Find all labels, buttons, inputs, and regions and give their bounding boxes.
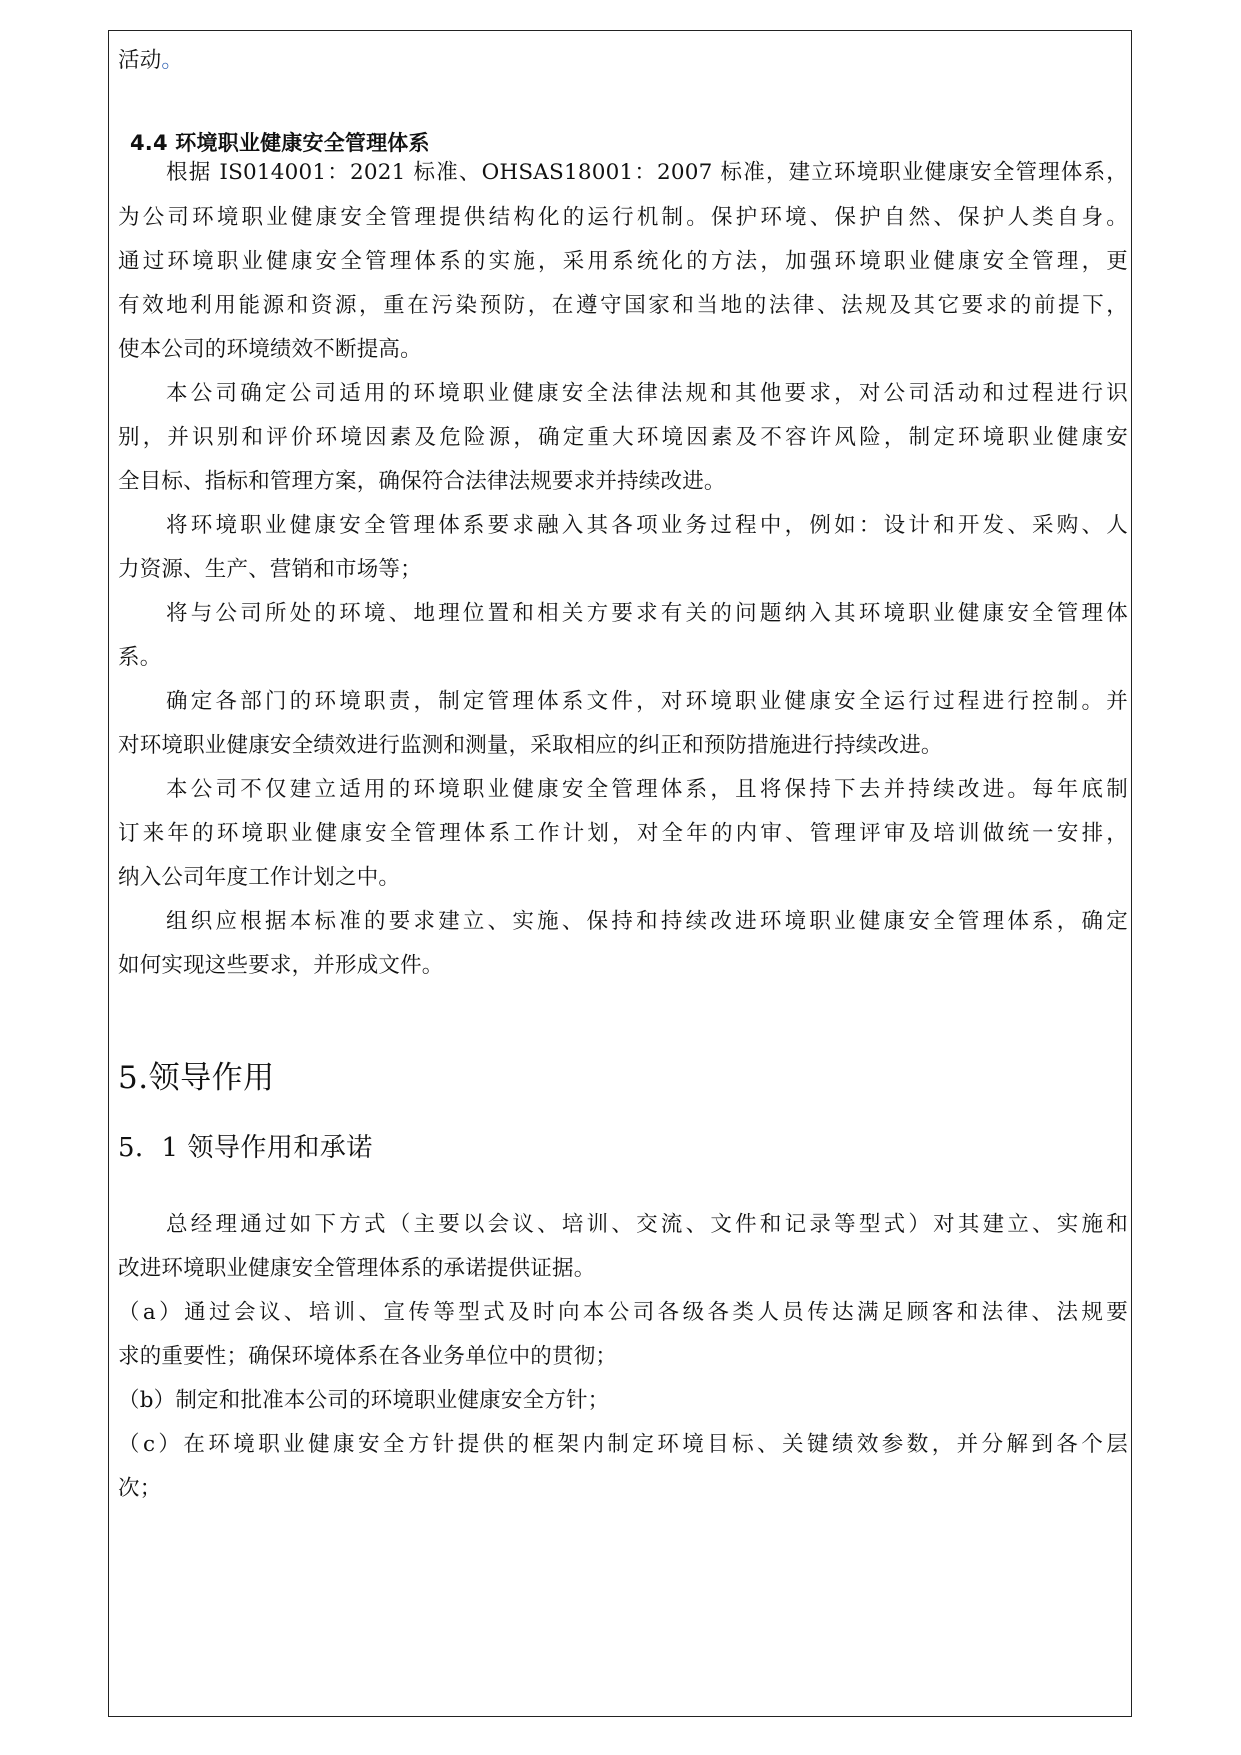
paragraph-line: 力资源、生产、营销和市场等； (118, 557, 422, 582)
paragraph-line: 本公司不仅建立适用的环境职业健康安全管理体系，且将保持下去并持续改进。每年底制 (166, 777, 1128, 802)
subsection-heading-5-1: 5．1 领导作用和承诺 (118, 1133, 373, 1163)
list-item-c-cont: 次； (118, 1476, 162, 1501)
paragraph-line: 将环境职业健康安全管理体系要求融入其各项业务过程中，例如：设计和开发、采购、人 (166, 513, 1128, 538)
paragraph-line: 纳入公司年度工作计划之中。 (118, 865, 401, 890)
paragraph-line: 本公司确定公司适用的环境职业健康安全法律法规和其他要求，对公司活动和过程进行识 (166, 381, 1128, 406)
paragraph-line: 系。 (118, 645, 162, 670)
text-line: 活动。 (118, 48, 184, 73)
paragraph-line: 改进环境职业健康安全管理体系的承诺提供证据。 (118, 1256, 596, 1281)
paragraph-line: 有效地利用能源和资源，重在污染预防，在遵守国家和当地的法律、法规及其它要求的前提下， (118, 293, 1128, 318)
section-heading-5: 5.领导作用 (118, 1060, 275, 1096)
list-item-a-cont: 求的重要性；确保环境体系在各业务单位中的贯彻； (118, 1344, 618, 1369)
paragraph-line: 通过环境职业健康安全管理体系的实施，采用系统化的方法，加强环境职业健康安全管理，更 (118, 249, 1128, 274)
paragraph-line: 组织应根据本标准的要求建立、实施、保持和持续改进环境职业健康安全管理体系，确定 (166, 909, 1128, 934)
paragraph-line: 使本公司的环境绩效不断提高。 (118, 337, 422, 362)
paragraph-line: 别，并识别和评价环境因素及危险源，确定重大环境因素及不容许风险，制定环境职业健康安 (118, 425, 1128, 450)
paragraph-line: 全目标、指标和管理方案，确保符合法律法规要求并持续改进。 (118, 469, 726, 494)
paragraph-line: 总经理通过如下方式（主要以会议、培训、交流、文件和记录等型式）对其建立、实施和 (166, 1212, 1128, 1237)
list-item-c: （c）在环境职业健康安全方针提供的框架内制定环境目标、关键绩效参数，并分解到各个层 (118, 1432, 1128, 1457)
paragraph-line: 将与公司所处的环境、地理位置和相关方要求有关的问题纳入其环境职业健康安全管理体 (166, 601, 1128, 626)
paragraph-line: 对环境职业健康安全绩效进行监测和测量，采取相应的纠正和预防措施进行持续改进。 (118, 733, 943, 758)
list-item-a: （a）通过会议、培训、宣传等型式及时向本公司各级各类人员传达满足顾客和法律、法规要 (118, 1300, 1128, 1325)
section-heading-4-4: 4.4 环境职业健康安全管理体系 (130, 131, 430, 155)
paragraph-line: 为公司环境职业健康安全管理提供结构化的运行机制。保护环境、保护自然、保护人类自身。 (118, 205, 1128, 230)
paragraph-line: 如何实现这些要求，并形成文件。 (118, 953, 444, 978)
paragraph-line: 根据 IS014001：2021 标准、OHSAS18001：2007 标准，建立环境职业健康安全管理体系， (166, 160, 1128, 185)
paragraph-line: 订来年的环境职业健康安全管理体系工作计划，对全年的内审、管理评审及培训做统一安排， (118, 821, 1128, 846)
paragraph-line: 确定各部门的环境职责，制定管理体系文件，对环境职业健康安全运行过程进行控制。并 (166, 689, 1128, 714)
list-item-b: （b）制定和批准本公司的环境职业健康安全方针； (118, 1388, 610, 1413)
